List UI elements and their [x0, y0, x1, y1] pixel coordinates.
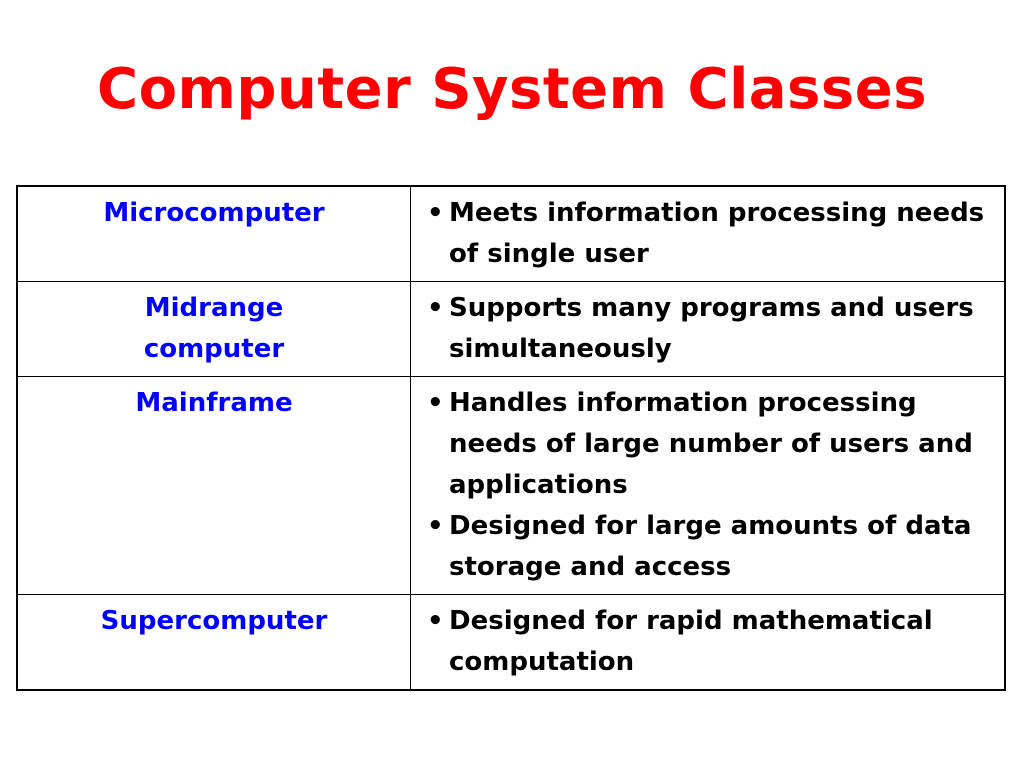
- bullet-icon: •: [427, 606, 444, 636]
- list-item: [419, 193, 998, 275]
- bullet-icon: •: [427, 511, 444, 541]
- list-item-text: Supports many programs and users simultaneously: [449, 293, 974, 364]
- bullet-icon: •: [427, 198, 444, 228]
- table-row-supercomputer: [17, 595, 1005, 691]
- class-label-microcomputer: Microcomputer: [17, 186, 411, 282]
- class-description-supercomputer: [411, 595, 1006, 691]
- class-description-microcomputer: [411, 186, 1006, 282]
- computer-classes-table: [16, 185, 1006, 691]
- list-item: [419, 601, 998, 683]
- class-label-mainframe: Mainframe: [17, 377, 411, 595]
- table-row-mainframe: [17, 377, 1005, 595]
- class-label-midrange: Midrange computer: [17, 282, 411, 377]
- table-row-microcomputer: [17, 186, 1005, 282]
- bullet-icon: •: [427, 293, 444, 323]
- class-description-mainframe: [411, 377, 1006, 595]
- list-item-text: Designed for rapid mathematical computation: [449, 606, 933, 677]
- list-item: [419, 383, 998, 506]
- class-description-midrange: [411, 282, 1006, 377]
- list-item-text: Handles information processing needs of large number of users and applications: [449, 388, 973, 500]
- bullet-icon: •: [427, 388, 444, 418]
- slide-title: Computer System Classes: [96, 57, 928, 122]
- list-item-text: Meets information processing needs of single user: [449, 198, 985, 269]
- list-item: [419, 288, 998, 370]
- class-label-supercomputer: Supercomputer: [17, 595, 411, 691]
- list-item-text: Designed for large amounts of data storage and access: [449, 511, 972, 582]
- table-row-midrange: [17, 282, 1005, 377]
- list-item: [419, 506, 998, 588]
